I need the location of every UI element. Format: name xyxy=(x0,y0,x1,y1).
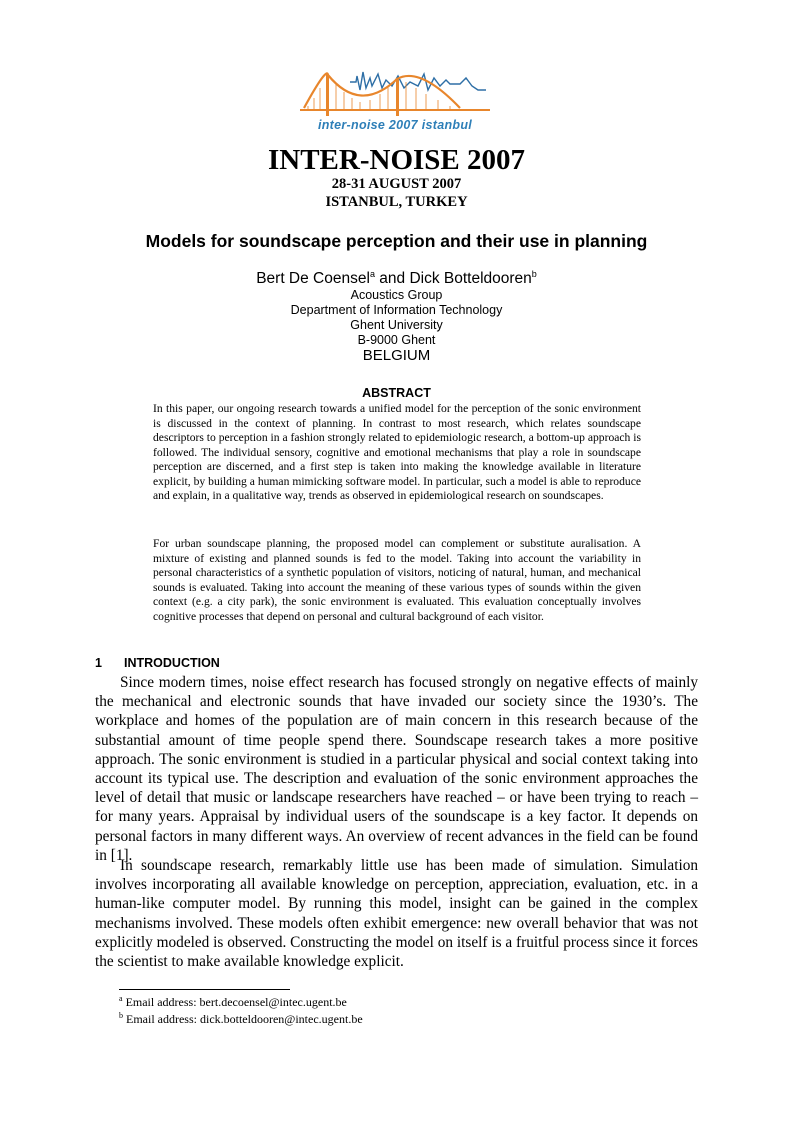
footnote-mark: a xyxy=(119,994,123,1003)
affiliation-department: Department of Information Technology xyxy=(290,303,503,317)
footnote-text: Email address: bert.decoensel@intec.ugent.be xyxy=(125,995,347,1009)
footnote-a xyxy=(119,994,347,1010)
abstract-paragraph: For urban soundscape planning, the proposed model can complement or substitute auralisation. A mixture of existing and planned sounds is fed to the model. Taking into account the variability in personal characteristics of a synthetic population of visitors, noticing of natural, human, and mechanical sounds is evaluated. Taking into account the meaning of these various types of sounds within the given context (e.g. a city park), the sonic environment is evaluated. This evaluation conceptually involves cognitive processes that depend on personal and cultural background of each visitor. xyxy=(153,537,641,623)
section-heading xyxy=(95,656,220,670)
author-1-footnote-mark: a xyxy=(369,269,375,279)
author-1: Bert De Coensel xyxy=(256,270,370,288)
affiliation-city: B-9000 Ghent xyxy=(357,333,436,347)
bridge-soundwave-logo-icon xyxy=(300,68,490,120)
affiliation-country: BELGIUM xyxy=(362,347,431,364)
authors xyxy=(0,269,793,288)
conference-title: INTER-NOISE 2007 xyxy=(267,144,526,176)
section-title: INTRODUCTION xyxy=(124,656,220,670)
conference-place: ISTANBUL, TURKEY xyxy=(325,194,468,210)
abstract-paragraph: In this paper, our ongoing research towards a unified model for the perception of the sonic environment is discussed in the context of planning. In contrast to most research, which relates soundscape descriptors to perception in a fashion strongly related to epidemiologic research, a bottom-up approach is followed. The individual sensory, cognitive and emotional mechanisms that play a role in soundscape perception are discerned, and a first step is taken into making the knowledge available in literature explicit, by building a human mimicking software model. In particular, such a model is able to reproduce and explain, in a qualitative way, trends as observed in epidemiological research on soundscapes. xyxy=(153,402,641,502)
affiliation-university: Ghent University xyxy=(350,318,443,332)
footnote-b xyxy=(119,1011,363,1027)
conference-logo xyxy=(300,68,490,136)
affiliation-group: Acoustics Group xyxy=(350,288,443,302)
footnote-divider xyxy=(119,989,290,990)
footnote-mark: b xyxy=(119,1011,123,1020)
abstract-heading: ABSTRACT xyxy=(362,386,431,400)
conference-dates: 28-31 AUGUST 2007 xyxy=(331,176,462,192)
body-paragraph: In soundscape research, remarkably little use has been made of simulation. Simulation involves incorporating all available knowledge on perception, appreciation, evaluation, etc. in a human-like computer model. By running this model, insight can be gained in the complex mechanisms involved. These models often exhibit emergence: new overall behavior that was not explicitly modeled is observed. Constructing the model on itself is a fruitful process since it forces the scientist to make available knowledge explicit. xyxy=(95,857,698,971)
author-2-footnote-mark: b xyxy=(531,269,537,279)
logo-text: inter-noise 2007 istanbul xyxy=(317,118,473,132)
author-joiner: and xyxy=(374,270,410,288)
footnote-text: Email address: dick.botteldooren@intec.ugent.be xyxy=(126,1012,363,1026)
body-paragraph: Since modern times, noise effect research has focused strongly on negative effects of mainly the mechanical and electronic sounds that have invaded our society since the 1930’s. The workplace and homes of the population are of main concern in this research because of the substantial amount of time people spend there. Soundscape research takes a more positive approach. The sonic environment is studied in a particular physical and social context taking into account its typical use. The description and evaluation of the sonic environment approaches the level of detail that music or landscape researchers have reached – or have been trying to reach – for many years. Appraisal by individual users of the soundscape is a key factor. It depends on personal factors in many different ways. An overview of recent advances in the field can be found in [1]. xyxy=(95,674,698,864)
author-2: Dick Botteldooren xyxy=(409,270,532,288)
section-number: 1 xyxy=(95,656,102,670)
paper-title: Models for soundscape perception and their use in planning xyxy=(145,231,648,251)
